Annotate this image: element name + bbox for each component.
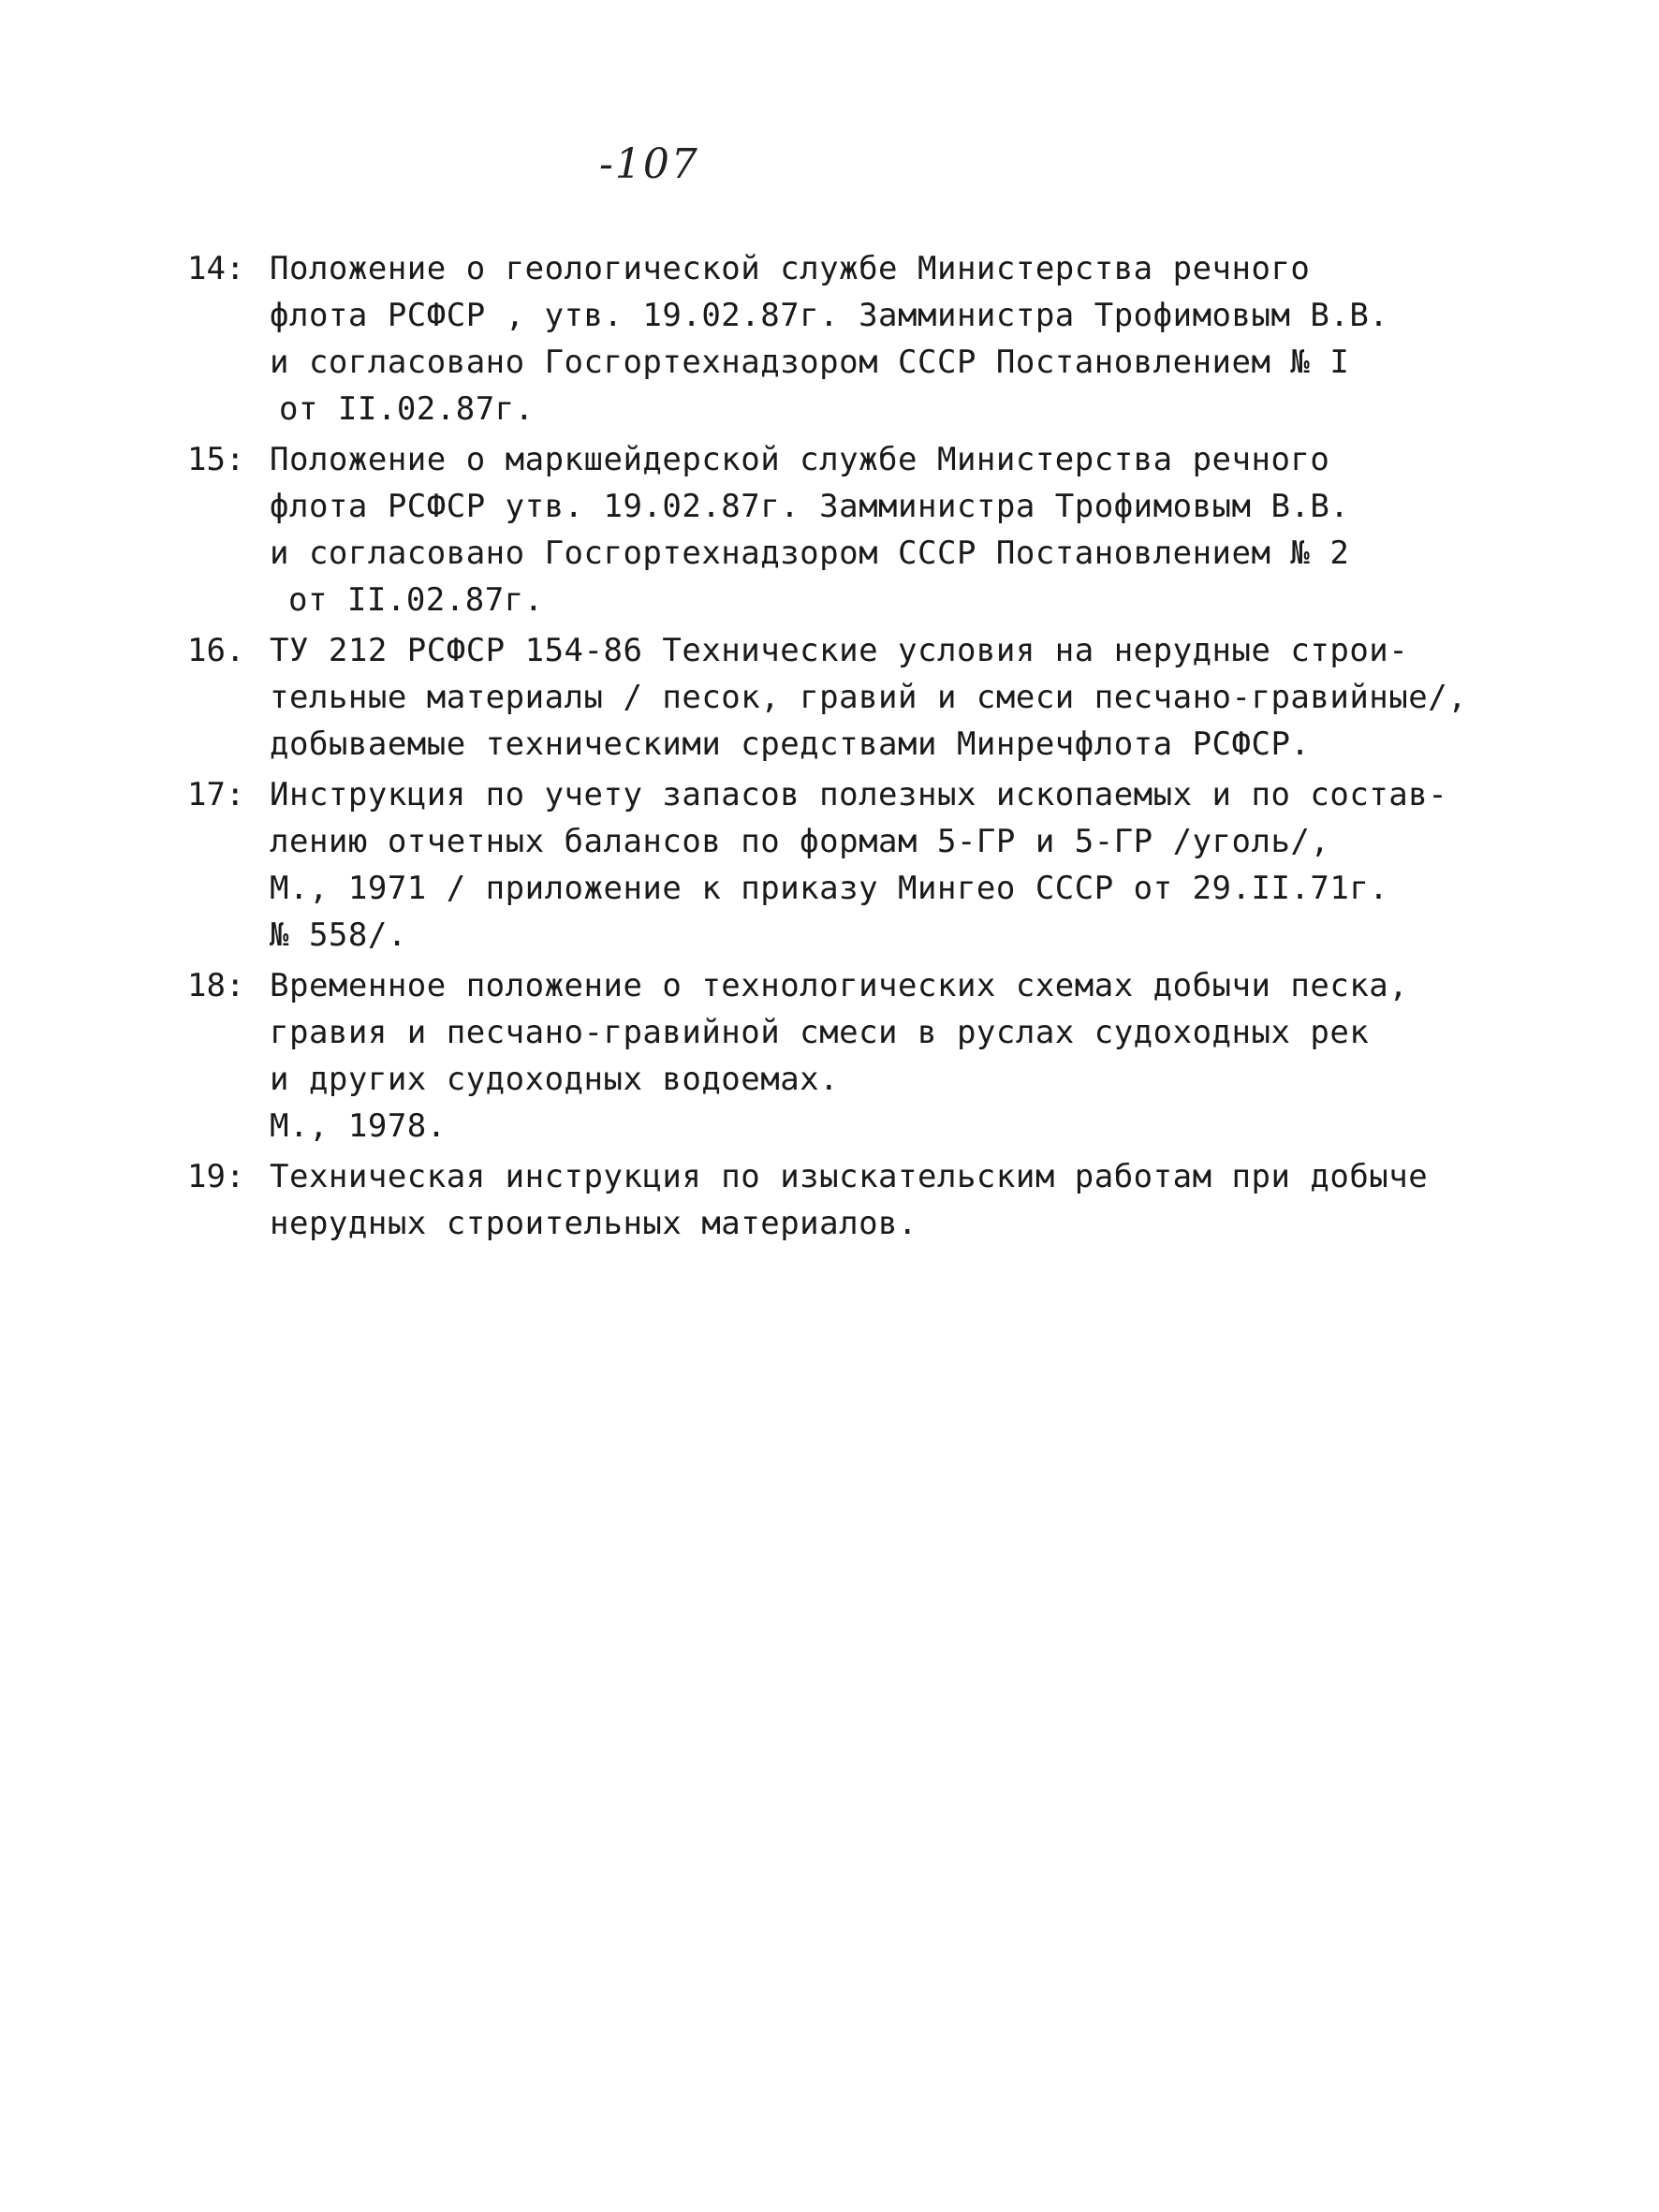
item-line: и других судоходных водоемах. [270, 1061, 840, 1098]
item-line: флота РСФСР утв. 19.02.87г. Замминистра Трофимовым В.В. [270, 488, 1350, 525]
item-line: лению отчетных балансов по формам 5-ГР и 5-ГР /уголь/, [270, 823, 1330, 860]
item-line: и согласовано Госгортехнадзором СССР Постановлением № I [270, 344, 1350, 381]
item-line: добываемые техническими средствами Минречфлота РСФСР. [270, 725, 1311, 763]
item-line: № 558/. [270, 916, 407, 954]
item-line: от II.02.87г. [279, 390, 535, 428]
item-line: Временное положение о технологических схемах добычи песка, [270, 967, 1409, 1004]
item-line: и согласовано Госгортехнадзором СССР Постановлением № 2 [270, 535, 1350, 572]
item-line: гравия и песчано-гравийной смеси в руслах судоходных рек [270, 1014, 1370, 1051]
list-item [187, 962, 1498, 1150]
item-line: М., 1971 / приложение к приказу Мингео СССР от 29.II.71г. [270, 870, 1389, 907]
item-line: Инструкция по учету запасов полезных ископаемых и по состав- [270, 776, 1448, 813]
page-number: -107 [599, 140, 699, 188]
item-number: 17: [187, 776, 245, 813]
item-line: флота РСФСР , утв. 19.02.87г. Замминистра Трофимовым В.В. [270, 297, 1389, 334]
item-number: 15: [187, 441, 245, 478]
item-line: Положение о геологической службе Министерства речного [270, 250, 1311, 287]
list-item [187, 436, 1498, 623]
reference-list [187, 245, 1498, 1251]
item-number: 14: [187, 250, 245, 287]
list-item [187, 771, 1498, 959]
list-item [187, 245, 1498, 432]
item-line: Техническая инструкция по изыскательским работам при добыче [270, 1158, 1429, 1195]
item-line: нерудных строительных материалов. [270, 1205, 918, 1242]
item-line: ТУ 212 РСФСР 154-86 Технические условия на нерудные строи- [270, 632, 1409, 669]
item-line: тельные материалы / песок, гравий и смеси песчано-гравийные/, [270, 679, 1468, 716]
item-number: 16. [187, 632, 245, 669]
item-line: от II.02.87г. [288, 581, 544, 619]
item-number: 18: [187, 967, 245, 1004]
list-item [187, 627, 1498, 768]
list-item [187, 1153, 1498, 1247]
item-line: М., 1978. [270, 1107, 447, 1145]
item-number: 19: [187, 1158, 245, 1195]
item-line: Положение о маркшейдерской службе Министерства речного [270, 441, 1330, 478]
